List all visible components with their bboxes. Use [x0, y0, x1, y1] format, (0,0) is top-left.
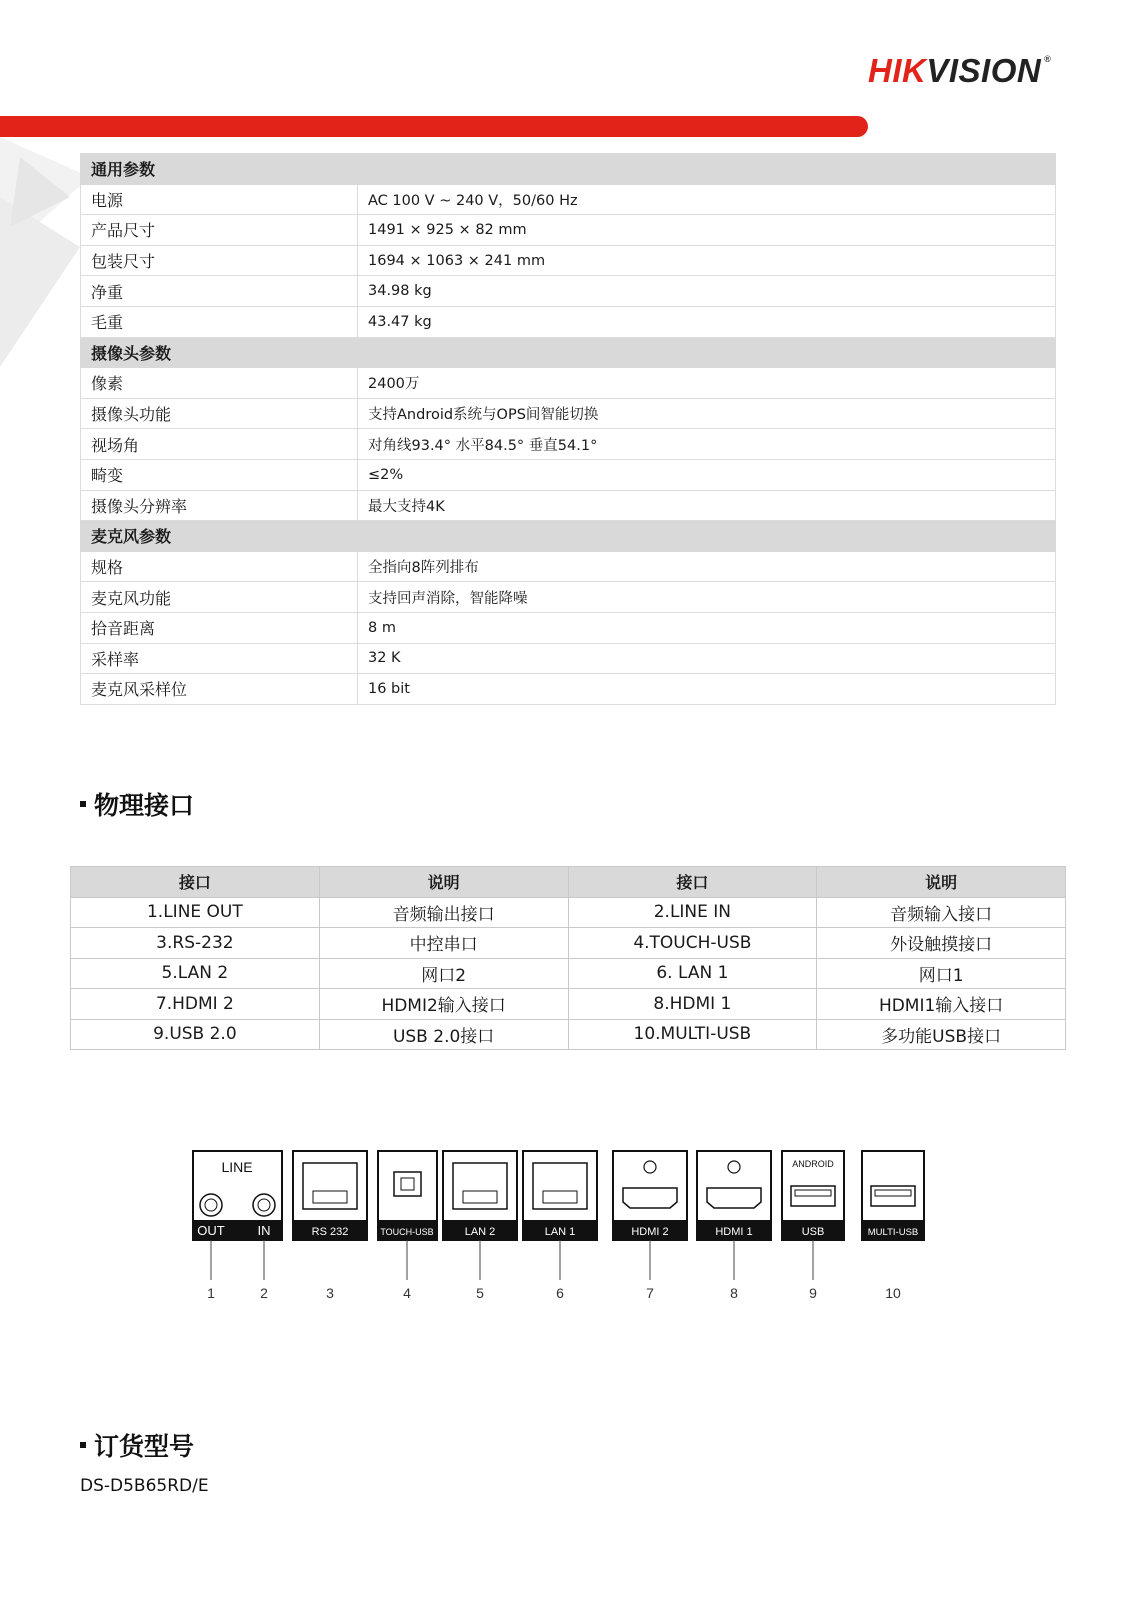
touch-usb-port	[378, 1151, 437, 1240]
port-number: 4	[403, 1285, 411, 1301]
spec-value: ≤2%	[358, 459, 1056, 490]
interface-description: 网口1	[817, 958, 1066, 989]
spec-section-title: 麦克风参数	[81, 521, 1056, 552]
spec-row	[81, 612, 1056, 643]
spec-value: 43.47 kg	[358, 306, 1056, 337]
port-number: 8	[730, 1285, 738, 1301]
spec-section-row	[81, 521, 1056, 552]
interface-table	[70, 866, 1066, 1050]
interface-name: 4.TOUCH-USB	[568, 928, 817, 959]
header-red-bar	[0, 116, 868, 137]
spec-key: 视场角	[81, 429, 358, 460]
spec-section-row	[81, 154, 1056, 185]
spec-key: 麦克风功能	[81, 582, 358, 613]
interface-name: 6. LAN 1	[568, 958, 817, 989]
spec-row	[81, 368, 1056, 399]
spec-key: 畸变	[81, 459, 358, 490]
port-label: RS 232	[311, 1226, 349, 1238]
spec-key: 摄像头分辨率	[81, 490, 358, 521]
out-label: OUT	[197, 1223, 225, 1238]
spec-row	[81, 582, 1056, 613]
multi-usb-port	[862, 1151, 924, 1240]
port-label: HDMI 2	[631, 1226, 669, 1238]
bullet-square	[80, 1442, 86, 1448]
spec-row	[81, 276, 1056, 307]
spec-key: 采样率	[81, 643, 358, 674]
port-number: 1	[207, 1285, 215, 1301]
order-model: DS-D5B65RD/E	[80, 1476, 209, 1496]
port-number: 2	[260, 1285, 268, 1301]
port-number: 6	[556, 1285, 564, 1301]
header-cell: 接口	[71, 867, 320, 898]
port-number: 10	[885, 1285, 901, 1301]
interface-name: 7.HDMI 2	[71, 989, 320, 1020]
interface-description: 网口2	[319, 958, 568, 989]
header-cell: 接口	[568, 867, 817, 898]
usb-port	[782, 1151, 844, 1240]
spec-key: 麦克风采样位	[81, 674, 358, 705]
decorative-triangles	[0, 137, 90, 367]
line-port-block	[193, 1151, 282, 1240]
interface-name: 9.USB 2.0	[71, 1019, 320, 1050]
port-label: HDMI 1	[715, 1226, 753, 1238]
spec-value: AC 100 V ~ 240 V，50/60 Hz	[358, 184, 1056, 215]
interface-name: 5.LAN 2	[71, 958, 320, 989]
header-cell: 说明	[817, 867, 1066, 898]
hikvision-logo: HIKVISION ®	[868, 52, 1052, 89]
interface-name: 8.HDMI 1	[568, 989, 817, 1020]
interface-name: 3.RS-232	[71, 928, 320, 959]
spec-value: 2400万	[358, 368, 1056, 399]
interface-name: 10.MULTI-USB	[568, 1019, 817, 1050]
interface-row	[71, 958, 1066, 989]
port-label: TOUCH-USB	[380, 1227, 434, 1237]
port-label: LAN 2	[464, 1226, 496, 1238]
spec-key: 规格	[81, 551, 358, 582]
interface-description: HDMI1输入接口	[817, 989, 1066, 1020]
order-heading: 订货型号	[80, 1427, 194, 1463]
port-number: 5	[476, 1285, 484, 1301]
spec-value: 全指向8阵列排布	[358, 551, 1056, 582]
spec-section-title: 摄像头参数	[81, 337, 1056, 368]
spec-table	[80, 153, 1056, 705]
spec-key: 像素	[81, 368, 358, 399]
spec-value: 对角线93.4° 水平84.5° 垂直54.1°	[358, 429, 1056, 460]
port-number: 7	[646, 1285, 654, 1301]
port-label: USB	[801, 1226, 825, 1238]
spec-row	[81, 398, 1056, 429]
spec-value: 16 bit	[358, 674, 1056, 705]
spec-row	[81, 429, 1056, 460]
spec-key: 摄像头功能	[81, 398, 358, 429]
spec-row	[81, 674, 1056, 705]
hdmi2-port	[613, 1151, 687, 1240]
spec-section-title: 通用参数	[81, 154, 1056, 185]
interface-description: 中控串口	[319, 928, 568, 959]
spec-row	[81, 551, 1056, 582]
interface-row	[71, 989, 1066, 1020]
line-label: LINE	[221, 1159, 253, 1175]
ports-diagram	[192, 1150, 952, 1320]
interface-description: 多功能USB接口	[817, 1019, 1066, 1050]
spec-value: 支持Android系统与OPS间智能切换	[358, 398, 1056, 429]
interface-description: 外设触摸接口	[817, 928, 1066, 959]
port-number: 9	[809, 1285, 817, 1301]
port-number: 3	[326, 1285, 334, 1301]
spec-key: 电源	[81, 184, 358, 215]
spec-value: 最大支持4K	[358, 490, 1056, 521]
spec-row	[81, 490, 1056, 521]
spec-value: 8 m	[358, 612, 1056, 643]
port-label: LAN 1	[544, 1226, 576, 1238]
spec-key: 包装尺寸	[81, 245, 358, 276]
spec-key: 毛重	[81, 306, 358, 337]
interface-description: HDMI2输入接口	[319, 989, 568, 1020]
interfaces-heading: 物理接口	[80, 786, 194, 822]
interface-description: 音频输出接口	[319, 897, 568, 928]
spec-key: 拾音距离	[81, 612, 358, 643]
port-label: MULTI-USB	[867, 1227, 919, 1238]
spec-key: 产品尺寸	[81, 215, 358, 246]
in-label: IN	[257, 1223, 271, 1238]
spec-row	[81, 245, 1056, 276]
rs232-port	[293, 1151, 367, 1240]
spec-value: 支持回声消除，智能降噪	[358, 582, 1056, 613]
spec-key: 净重	[81, 276, 358, 307]
header-cell: 说明	[319, 867, 568, 898]
spec-value: 1491 × 925 × 82 mm	[358, 215, 1056, 246]
spec-value: 1694 × 1063 × 241 mm	[358, 245, 1056, 276]
spec-value: 32 K	[358, 643, 1056, 674]
interface-row	[71, 928, 1066, 959]
spec-row	[81, 643, 1056, 674]
interface-row	[71, 1019, 1066, 1050]
spec-row	[81, 215, 1056, 246]
spec-row	[81, 184, 1056, 215]
interface-description: 音频输入接口	[817, 897, 1066, 928]
spec-row	[81, 306, 1056, 337]
android-label: ANDROID	[792, 1159, 834, 1169]
hdmi1-port	[697, 1151, 771, 1240]
spec-section-row	[81, 337, 1056, 368]
lan2-port	[443, 1151, 517, 1240]
spec-value: 34.98 kg	[358, 276, 1056, 307]
interface-row	[71, 897, 1066, 928]
lan1-port	[523, 1151, 597, 1240]
interface-description: USB 2.0接口	[319, 1019, 568, 1050]
spec-row	[81, 459, 1056, 490]
bullet-square	[80, 801, 86, 807]
interface-name: 2.LINE IN	[568, 897, 817, 928]
interface-name: 1.LINE OUT	[71, 897, 320, 928]
